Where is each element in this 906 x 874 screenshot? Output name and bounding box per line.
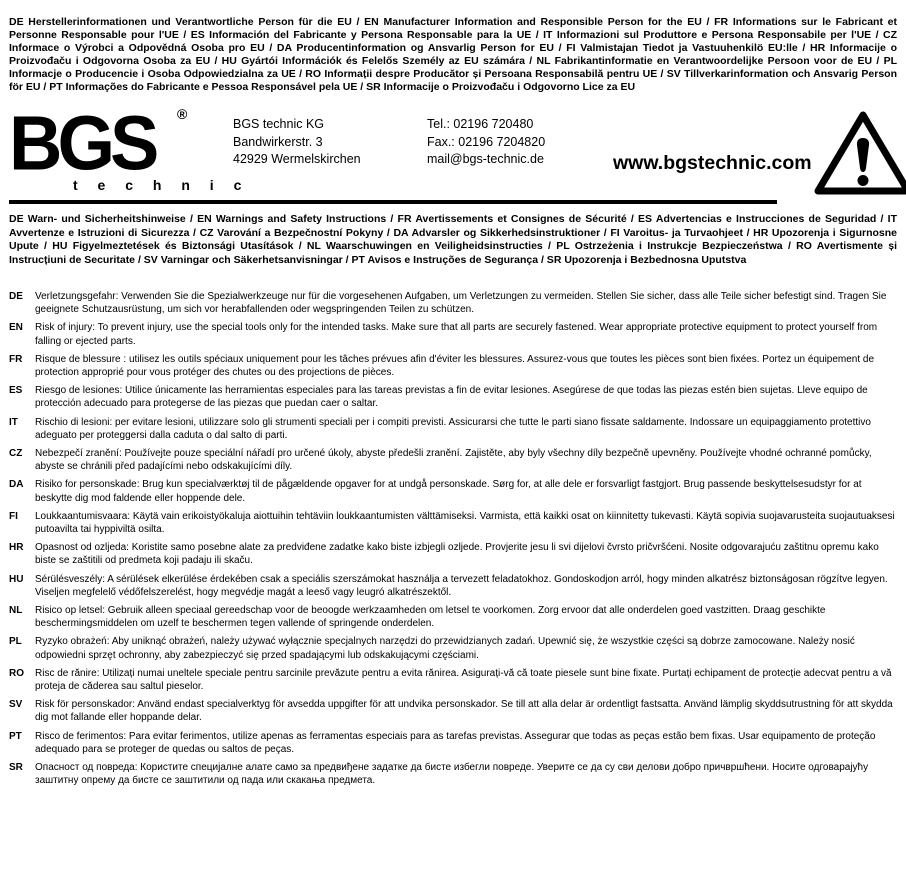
language-code: PT	[9, 730, 22, 742]
warning-item-hr	[9, 541, 897, 567]
language-code: FI	[9, 510, 18, 522]
website-url: www.bgstechnic.com	[613, 152, 812, 174]
warning-text: Risc de rănire: Utilizați numai uneltele speciale pentru sarcinile prevăzute pentru a evita rănirea. Asigurați-vă că toate piesele sunt bine fixate. Purtați echipament de protecție adecvat pentru a vă proteja de căderea sau saltul pieselor.	[35, 667, 892, 693]
warning-item-ro	[9, 667, 897, 693]
language-code: EN	[9, 322, 23, 334]
company-address	[233, 116, 403, 169]
warning-text: Risiko for personskade: Brug kun specialværktøj til de pågældende opgaver for at undgå personskade. Sørg for, at alle dele er forsvarligt fastgjort. Brug passende beskyttelsesudstyr for at beskytte dig mod faldende eller hoppende dele.	[35, 479, 862, 504]
phone-number: Tel.: 02196 720480	[427, 117, 534, 131]
warning-item-fi	[9, 510, 897, 536]
language-code: SR	[9, 762, 23, 774]
language-code: HU	[9, 573, 24, 585]
warning-text: Verletzungsgefahr: Verwenden Sie die Spezialwerkzeuge nur für die vorgesehenen Aufgaben, um Verletzungen zu vermeiden. Stellen Sie sicher, dass alle Teile sicher befestigt sind. Tragen Sie geeignete Schutzausrüstung, um sich vor herabfallenden oder wegspringenden Teilen zu schützen.	[35, 291, 887, 316]
manufacturer-info-header: DE Herstellerinformationen und Verantwortliche Person für die EU / EN Manufacturer Information and Responsible Person for the EU / FR Informations sur le Fabricant et Personne Responsable pour l'UE / ES Información del Fabricante y Persona Responsable para la UE / IT Informazioni sul Produttore e Persona Responsabile per l'UE / CZ Informace o Výrobci a Odpovědná Osoba pro EU / DA Producentinformation og Ansvarlig Person for EU / FI Valmistajan Tiedot ja Vastuuhenkilö EU:lle / HR Informacije o Proizvođaču i Odgovorna Osoba za EU / HU Gyártói Információk és Felelős Személy az EU számára / NL Fabrikantinformatie en Verantwoordelijke Persoon voor de EU / PL Informacje o Producencie i Osoba Odpowiedzialna za UE / RO Informații despre Producător și Persoana Responsabilă pentru UE / SV Tillverkarinformation och Ansvarig Person för EU / PT Informações do Fabricante e Pessoa Responsável pela UE / SR Informacije o Proizvođaču i Odgovorno Lice za EU	[9, 16, 897, 93]
warning-text: Risk för personskador: Använd endast specialverktyg för avsedda uppgifter för att undvika personskador. Se till att alla delar är ordentligt fastsatta. Använd lämplig skyddsutrustning för att skydda dig mot fallande eller hoppande delar.	[35, 699, 893, 724]
bgs-logo-text: BGS	[9, 99, 155, 186]
warning-text: Risico op letsel: Gebruik alleen speciaal gereedschap voor de beoogde werkzaamheden om letsel te voorkomen. Zorg ervoor dat alle onderdelen goed vastzitten. Draag geschikte beschermingsmiddelen om uzelf te beschermen tegen vallende of springende onderdelen.	[35, 605, 826, 630]
warning-item-da	[9, 478, 897, 504]
divider-rule	[9, 200, 777, 204]
warning-triangle-icon	[812, 108, 906, 198]
warning-item-pl	[9, 635, 897, 661]
warning-item-hu	[9, 573, 897, 599]
language-code: RO	[9, 667, 24, 679]
warning-item-sv	[9, 698, 897, 724]
warning-item-en	[9, 321, 897, 347]
warning-item-de	[9, 290, 897, 316]
warning-text: Opasnost od ozljeda: Koristite samo posebne alate za predviđene zadatke kako biste izbjegli ozljede. Provjerite jesu li svi dijelovi čvrsto pričvršćeni. Nosite odgovarajuću zaštitnu opremu kako biste se zaštitili od predmeta koji padaju ili skaču.	[35, 542, 879, 567]
language-code: IT	[9, 416, 18, 428]
warning-text: Rischio di lesioni: per evitare lesioni, utilizzare solo gli strumenti speciali per i compiti previsti. Assicurarsi che tutte le parti siano fissate saldamente. Indossare un equipaggiamento protettivo adeguato per proteggersi dalla caduta o dal salto di parti.	[35, 416, 871, 441]
language-code: SV	[9, 699, 23, 711]
warning-item-it	[9, 416, 897, 442]
fax-number: Fax.: 02196 7204820	[427, 134, 546, 149]
warnings-list	[9, 290, 897, 788]
warning-text: Nebezpečí zranění: Používejte pouze speciální nářadí pro určené úkoly, abyste předešli zranění. Zajistěte, aby byly všechny díly bezpečně upevněny. Používejte vhodné ochranné pomůcky, abyste se chránili před padajícími nebo odskakujícími díly.	[35, 448, 872, 473]
warning-text: Riesgo de lesiones: Utilice únicamente las herramientas especiales para las tareas previstas a fin de evitar lesiones. Asegúrese de que todas las piezas estén bien sujetas. Lleve equipo de protección adecuado para protegerse de las piezas que puedan caer o saltar.	[35, 385, 868, 410]
warning-text: Risco de ferimentos: Para evitar ferimentos, utilize apenas as ferramentas especiais para as tarefas previstas. Assegurar que todas as peças estão bem fixas. Usar equipamento de proteção adequado para se proteger de quedas ou saltos de peças.	[35, 730, 876, 755]
brand-section	[9, 99, 897, 198]
warning-item-fr	[9, 353, 897, 379]
company-contact	[427, 116, 587, 169]
registered-trademark-icon: ®	[177, 106, 188, 122]
warning-item-cz	[9, 447, 897, 473]
safety-instructions-header: DE Warn- und Sicherheitshinweise / EN Warnings and Safety Instructions / FR Avertissements et Consignes de Sécurité / ES Advertencias e Instrucciones de Seguridad / IT Avvertenze e Istruzioni di Sicurezza / CZ Varování a Bezpečnostní Pokyny / DA Advarsler og Sikkerhedsinstruktioner / FI Varoitus- ja Turvaohjeet / HR Upozorenja i Sigurnosne Upute / HU Figyelmeztetések és Biztonsági Utasítások / NL Waarschuwingen en Veiligheidsinstructies / PL Ostrzeżenia i Instrukcje Bezpieczeństwa / RO Avertismente și Instrucțiuni de Securitate / SV Varningar och Säkerhetsanvisningar / PT Avisos e Instruções de Segurança / SR Upozorenja i Bezbednosna Uputstva	[9, 213, 897, 266]
bgs-logo	[9, 99, 250, 193]
language-code: DE	[9, 291, 23, 302]
company-street: Bandwirkerstr. 3	[233, 134, 323, 149]
warning-text: Risk of injury: To prevent injury, use the special tools only for the intended tasks. Make sure that all parts are securely fastened. Wear appropriate protective equipment to protect yourself from falling or ejected parts.	[35, 322, 878, 347]
language-code: ES	[9, 385, 23, 397]
warning-item-es	[9, 384, 897, 410]
email-address: mail@bgs-technic.de	[427, 152, 544, 166]
warning-text: Опасност од повреда: Користите специјалне алате само за предвиђене задатке да бисте избегли повреде. Уверите се да су сви делови добро причвршћени. Носите одговарајућу заштитну опрему да бисте се заштитили од пада или скакања предмета.	[35, 762, 869, 787]
warning-text: Risque de blessure : utilisez les outils spéciaux uniquement pour les tâches prévues afin d'éviter les blessures. Assurez-vous que toutes les pièces sont bien fixées. Portez un équipement de protection approprié pour vous protéger des chutes ou des projections de pièces.	[35, 353, 875, 379]
warning-text: Loukkaantumisvaara: Käytä vain erikoistyökaluja aiottuihin tehtäviin loukkaantumisten välttämiseksi. Varmista, että kaikki osat on kiinnitetty tukevasti. Käytä sopivia suojavarusteita suojautuaksesi putoavilta tai hyppiviltä osilta.	[35, 510, 895, 536]
language-code: NL	[9, 605, 23, 617]
warning-text: Ryzyko obrażeń: Aby uniknąć obrażeń, należy używać wyłącznie specjalnych narzędzi do przewidzianych zadań. Upewnić się, że wszystkie części są dobrze zamocowane. Należy nosić odpowiedni sprzęt ochronny, aby zabezpieczyć się przed spadającymi lub odskakującymi częściami.	[35, 636, 855, 661]
company-city: 42929 Wermelskirchen	[233, 152, 361, 166]
language-code: FR	[9, 353, 23, 365]
bgs-logo-subtext: t e c h n i c	[73, 177, 250, 193]
language-code: PL	[9, 636, 22, 648]
warning-item-pt	[9, 730, 897, 756]
language-code: HR	[9, 542, 24, 554]
warning-item-nl	[9, 604, 897, 630]
warning-item-sr	[9, 761, 897, 787]
warning-text: Sérülésveszély: A sérülések elkerülése érdekében csak a speciális szerszámokat használja a tervezett feladatokhoz. Gondoskodjon arról, hogy minden alkatrész biztonságosan rögzítve legyen. Viseljen megfelelő védőfelszerelést, hogy megvédje magát a leeső vagy leugró alkatrészektől.	[35, 573, 888, 598]
language-code: DA	[9, 479, 24, 491]
language-code: CZ	[9, 448, 23, 460]
company-name: BGS technic KG	[233, 117, 325, 131]
